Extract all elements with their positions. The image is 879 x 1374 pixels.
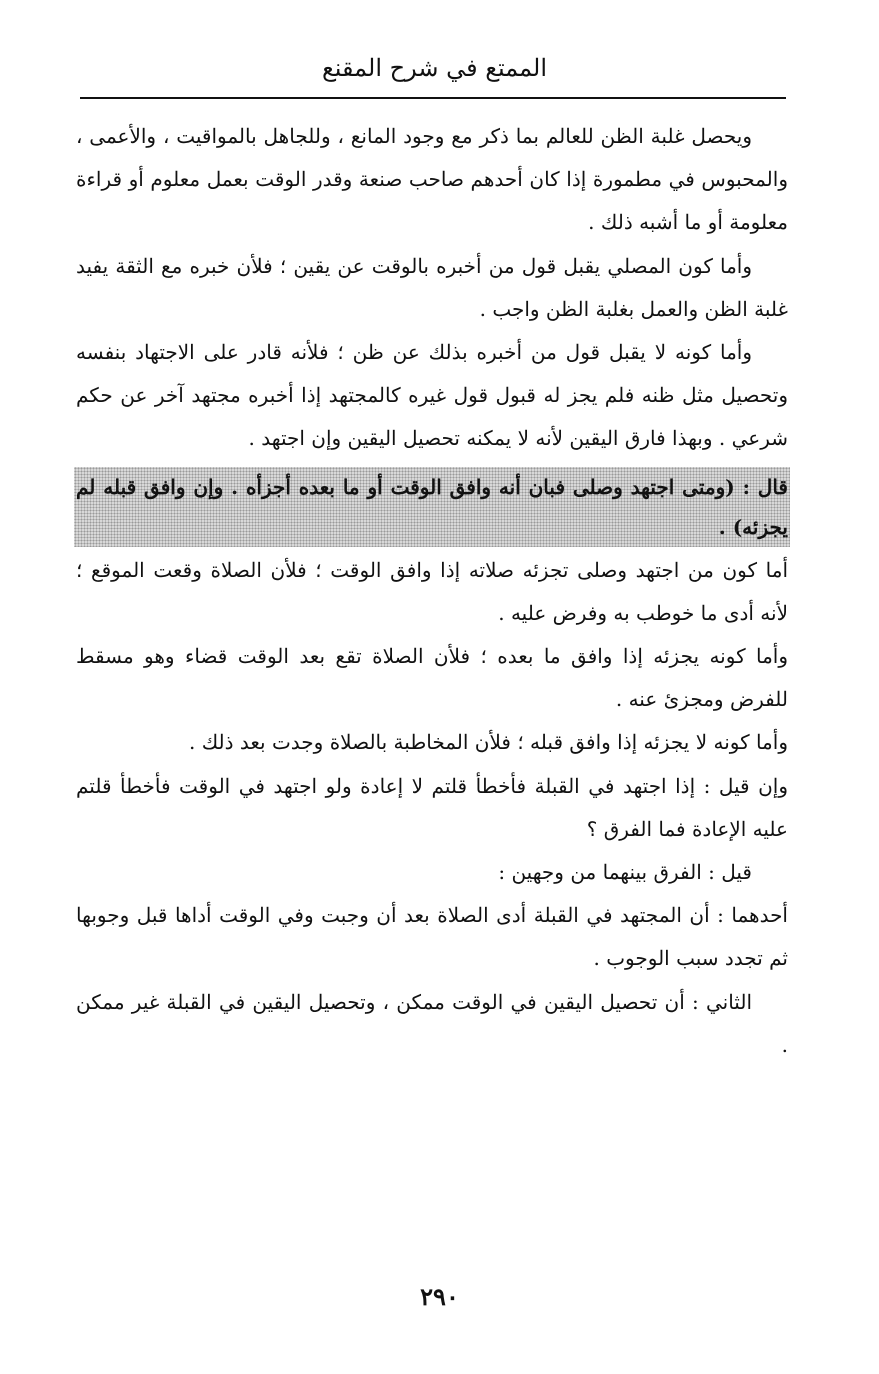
paragraph: أما كون من اجتهد وصلى تجزئه صلاته إذا وافق الوقت ؛ فلأن الصلاة وقعت الموقع ؛ لأنه أدى ما خوطب به وفرض عليه . [76, 557, 788, 625]
paragraph: وأما كون المصلي يقبل قول من أخبره بالوقت عن يقين ؛ فلأن خبره مع الثقة يفيد غلبة الظن والعمل بغلبة الظن واجب . [76, 253, 788, 321]
paragraph: أحدهما : أن المجتهد في القبلة أدى الصلاة بعد أن وجبت وفي الوقت أداها قبل وجوبها ثم تجدد سبب الوجوب . [76, 903, 788, 971]
paragraph: الثاني : أن تحصيل اليقين في الوقت ممكن ، وتحصيل اليقين في القبلة غير ممكن . [76, 989, 788, 1057]
paragraph: ويحصل غلبة الظن للعالم بما ذكر مع وجود المانع ، وللجاهل بالمواقيت ، والأعمى ، والمحبوس في مطمورة إذا كان أحدهم صاحب صنعة وقدر الوقت بعمل معلوم أو قراءة معلومة أو ما أشبه ذلك . [76, 124, 788, 235]
page-body [76, 115, 788, 1067]
paragraph: وأما كونه لا يجزئه إذا وافق قبله ؛ فلأن المخاطبة بالصلاة وجدت بعد ذلك . [188, 730, 788, 755]
matn-highlight: قال : (ومتى اجتهد وصلى فبان أنه وافق الوقت أو ما بعده أجزأه . وإن وافق قبله لم يجزئه) . [74, 467, 790, 547]
header-rule [80, 97, 786, 99]
page-number: ٢٩٠ [420, 1282, 459, 1311]
running-title: الممتع في شرح المقنع [322, 54, 547, 82]
paragraph: وأما كونه لا يقبل قول من أخبره بذلك عن ظن ؛ فلأنه قادر على الاجتهاد بنفسه وتحصيل مثل ظنه فلم يجز له قبول قول غيره كالمجتهد إذا أخبره مجتهد آخر عن حكم شرعي . وبهذا فارق اليقين لأنه لا يمكنه تحصيل اليقين وإن اجتهد . [76, 340, 788, 451]
paragraph: وإن قيل : إذا اجتهد في القبلة فأخطأ قلتم لا إعادة ولو اجتهد في الوقت فأخطأ قلتم عليه الإعادة فما الفرق ؟ [76, 773, 788, 841]
paragraph: وأما كونه يجزئه إذا وافق ما بعده ؛ فلأن الصلاة تقع بعد الوقت قضاء وهو مسقط للفرض ومجزئ عنه . [76, 644, 789, 712]
paragraph: قيل : الفرق بينهما من وجهين : [498, 860, 752, 885]
